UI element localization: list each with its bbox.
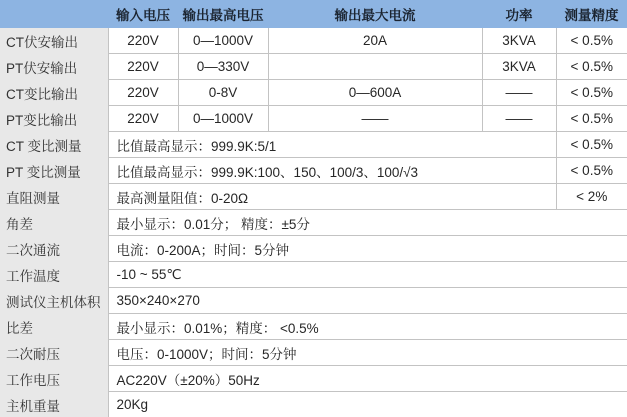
cell-value: 0—330V — [178, 54, 268, 80]
cell-value: < 0.5% — [556, 80, 627, 106]
cell-value: < 0.5% — [556, 54, 627, 80]
cell-accuracy: < 0.5% — [556, 158, 627, 184]
cell-content: -10 ~ 55℃ — [108, 262, 627, 288]
row-label: CT伏安输出 — [0, 28, 108, 54]
cell-value: 220V — [108, 106, 178, 132]
table-row — [0, 210, 627, 236]
row-label: CT变比输出 — [0, 80, 108, 106]
table-row — [0, 236, 627, 262]
row-label: CT 变比测量 — [0, 132, 108, 158]
table-row — [0, 28, 627, 54]
header-row — [0, 0, 627, 28]
header-power: 功率 — [482, 0, 556, 28]
cell-content: 电压：0-1000V；时间：5分钟 — [108, 340, 627, 366]
row-label: 主机重量 — [0, 392, 108, 417]
cell-value: 0-8V — [178, 80, 268, 106]
cell-content: 最小显示：0.01分； 精度：±5分 — [108, 210, 627, 236]
table-row — [0, 340, 627, 366]
spec-table-body — [0, 28, 627, 417]
cell-value: 3KVA — [482, 28, 556, 54]
table-row — [0, 54, 627, 80]
cell-value: 220V — [108, 54, 178, 80]
table-row — [0, 106, 627, 132]
table-row — [0, 262, 627, 288]
row-label: PT变比输出 — [0, 106, 108, 132]
cell-value — [268, 54, 482, 80]
cell-content: 最小显示：0.01%；精度： <0.5% — [108, 314, 627, 340]
row-label: 比差 — [0, 314, 108, 340]
row-label: 二次通流 — [0, 236, 108, 262]
cell-value: < 0.5% — [556, 106, 627, 132]
row-label: 直阻测量 — [0, 184, 108, 210]
table-row — [0, 158, 627, 184]
table-row — [0, 366, 627, 392]
row-label: 工作电压 — [0, 366, 108, 392]
header-corner-cell — [0, 0, 108, 28]
header-max-output-voltage: 输出最高电压 — [178, 0, 268, 28]
row-label: 角差 — [0, 210, 108, 236]
cell-value: 0—1000V — [178, 106, 268, 132]
cell-content: 电流：0-200A；时间：5分钟 — [108, 236, 627, 262]
table-row — [0, 184, 627, 210]
cell-value: —— — [482, 80, 556, 106]
table-row — [0, 392, 627, 417]
table-row — [0, 132, 627, 158]
cell-value: 220V — [108, 80, 178, 106]
cell-value: 20A — [268, 28, 482, 54]
row-label: 工作温度 — [0, 262, 108, 288]
cell-value: 0—600A — [268, 80, 482, 106]
cell-content: AC220V（±20%）50Hz — [108, 366, 627, 392]
cell-value: < 0.5% — [556, 28, 627, 54]
row-label: 测试仪主机体积 — [0, 288, 108, 314]
cell-value: 3KVA — [482, 54, 556, 80]
header-accuracy: 测量精度 — [556, 0, 627, 28]
row-label: 二次耐压 — [0, 340, 108, 366]
cell-value: —— — [268, 106, 482, 132]
cell-content: 20Kg — [108, 392, 627, 417]
table-row — [0, 314, 627, 340]
header-max-output-current: 输出最大电流 — [268, 0, 482, 28]
cell-accuracy: < 0.5% — [556, 132, 627, 158]
cell-value: 220V — [108, 28, 178, 54]
spec-table-header — [0, 0, 627, 28]
cell-content: 350×240×270 — [108, 288, 627, 314]
row-label: PT 变比测量 — [0, 158, 108, 184]
header-input-voltage: 输入电压 — [108, 0, 178, 28]
cell-content: 比值最高显示：999.9K:5/1 — [108, 132, 556, 158]
cell-value: —— — [482, 106, 556, 132]
row-label: PT伏安输出 — [0, 54, 108, 80]
cell-accuracy: < 2% — [556, 184, 627, 210]
cell-value: 0—1000V — [178, 28, 268, 54]
cell-content: 比值最高显示：999.9K:100、150、100/3、100/√3 — [108, 158, 556, 184]
table-row — [0, 288, 627, 314]
table-row — [0, 80, 627, 106]
cell-content: 最高测量阻值：0-20Ω — [108, 184, 556, 210]
